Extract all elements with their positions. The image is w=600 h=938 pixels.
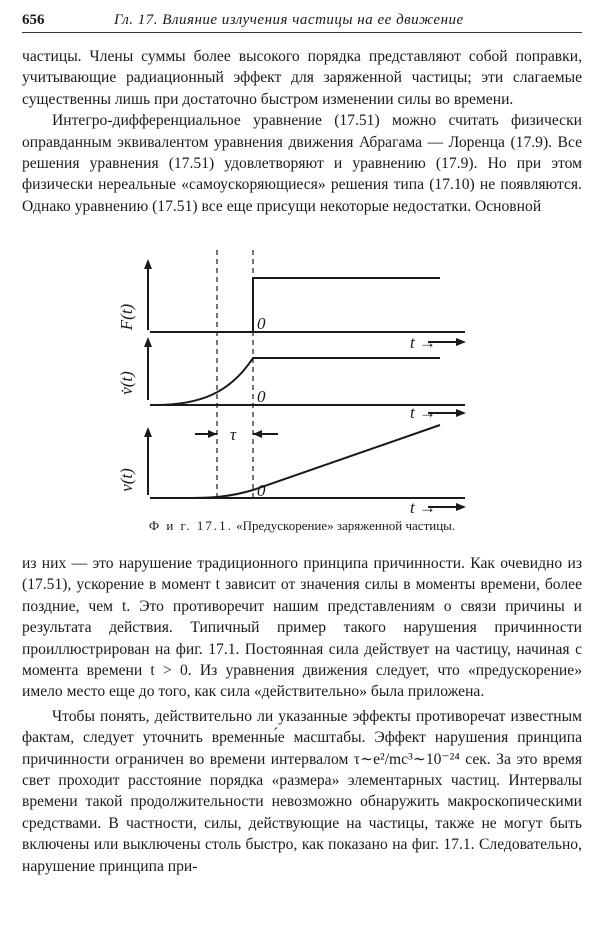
page-number: 656 [22,12,45,28]
caption-label: Ф и г. 17.1. [148,518,233,533]
tau-label: τ [230,425,237,444]
running-title: Гл. 17. Влияние излучения частицы на ее движение [114,12,464,28]
axis-label-v: v(t) [117,468,136,492]
figure-caption [22,518,582,534]
text-block-bottom [22,553,582,877]
origin-label-v: 0 [257,481,266,500]
origin-label-f: 0 [257,314,266,333]
paragraph: Интегро-дифференциальное уравнение (17.51) можно считать физически оправданным эквивалентом уравнения движения Абрагама — Лоренца (17.9). Все решения уравнения (17.51) удовлетворяют и уравнению (17.9). Но при этом физически нереальные «самоускоряющиеся» решения типа (17.10) не появляются. Однако уравнению (17.51) все еще присущи некоторые недостатки. Основной [22,112,582,215]
figure-diagram [110,245,490,515]
paragraph: Чтобы понять, действительно ли указанные эффекты противоречат известным фактам, следует уточнить временны́е масштабы. Эффект нарушения принципа причинности ограничен во времени интервалом τ∼e²/mc³∼10⁻²⁴ сек. За это время свет проходит расстояние порядка «размера» элементарных частиц. Интервалы времени такой продолжительности невозможно обнаружить макроскопическими средствами. В частности, силы, действующие на частицы, также не могут быть включены или выключены столь быстро, как показано на фиг. 17.1. Следовательно, нарушение принципа при- [22,707,582,875]
time-label-v: t → [410,498,436,515]
text-block-top [22,46,582,217]
axis-label-f: F(t) [117,303,136,331]
velocity-curve [190,425,440,498]
page-header [22,6,582,33]
time-label-vdot: t → [410,403,436,422]
figure-17-1 [110,245,490,515]
axis-label-vdot: v̇(t) [117,371,136,395]
paragraph: частицы. Члены суммы более высокого порядка представляют собой поправки, учитывающие радиационный эффект для заряженной частицы; эти слагаемые существенны лишь при достаточно быстром изменении силы во времени. [22,48,582,108]
caption-text: «Предускорение» заряженной частицы. [236,518,456,533]
acceleration-curve [155,358,440,405]
force-step-curve [150,278,440,332]
paragraph: из них — это нарушение традиционного принципа причинности. Как очевидно из (17.51), ускорение в момент t зависит от значения силы в моменты времени, более поздние, чем t. Это противоречит нашим представлениям о связи причины и результата действия. Типичный пример такого нарушения причинности проиллюстрирован на фиг. 17.1. Постоянная сила действует на частицу, начиная с момента времени t > 0. Из уравнения движения следует, что «предускорение» имело место еще до того, как сила «действительно» была приложена. [22,555,582,701]
origin-label-vdot: 0 [257,387,266,406]
time-label-f: t → [410,333,436,352]
